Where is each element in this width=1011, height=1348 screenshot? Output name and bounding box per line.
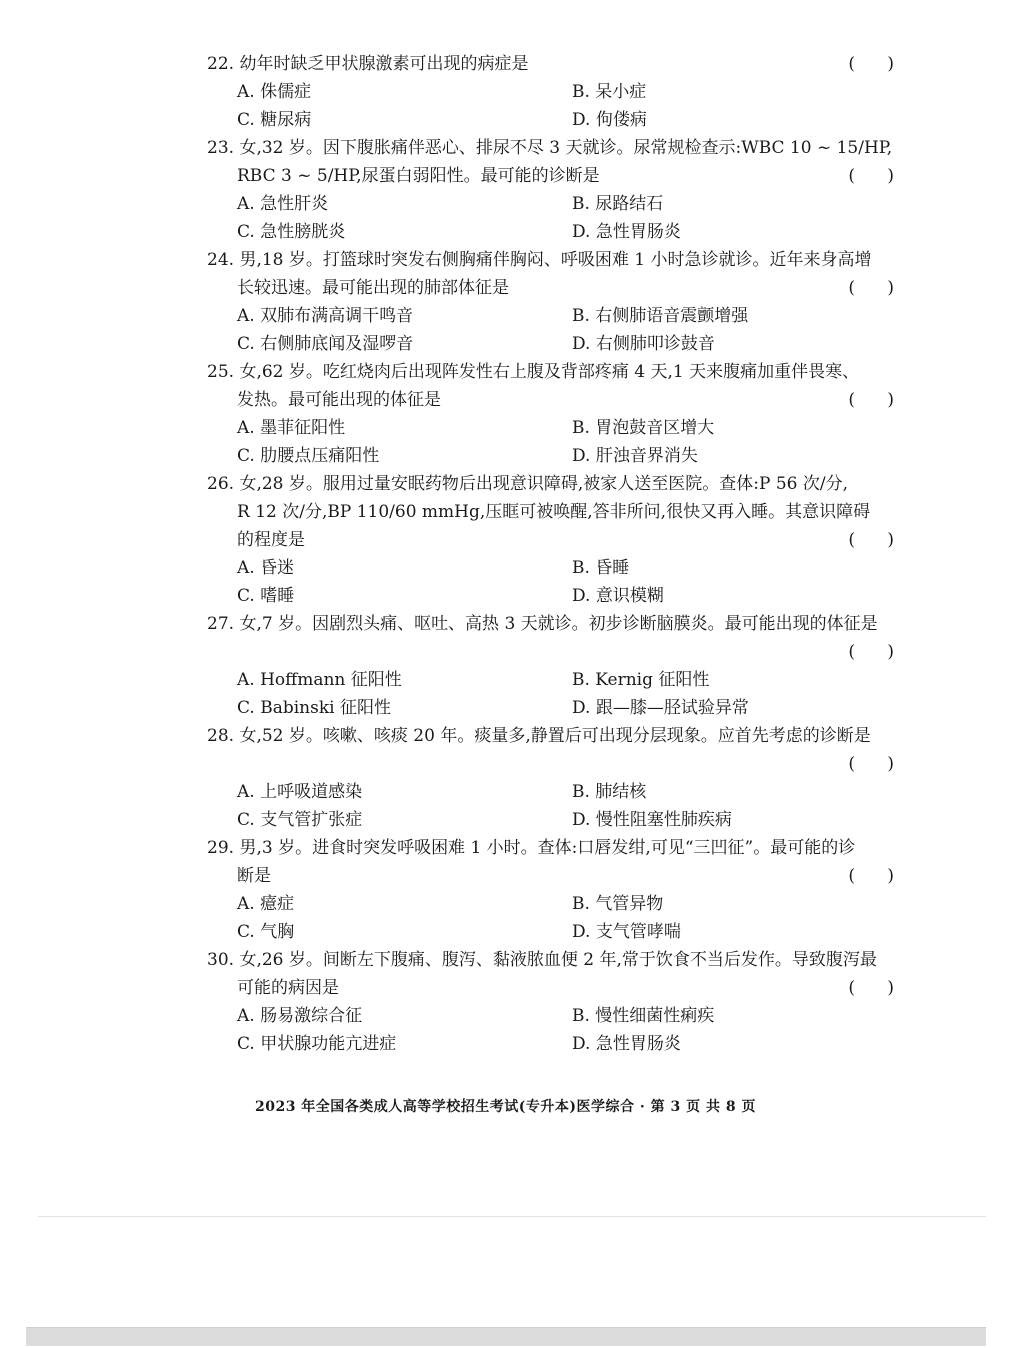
question-30-options-row-1 (237, 1002, 897, 1030)
option-a: A. Hoffmann 征阳性 (237, 670, 402, 690)
option-d: D. 支气管哮喘 (572, 922, 681, 942)
question-28-options-row-1 (237, 778, 897, 806)
answer-blank: ( ) (848, 530, 894, 550)
page-footer: 2023 年全国各类成人高等学校招生考试(专升本)医学综合 · 第 3 页 共 8 页 (254, 1099, 757, 1115)
option-b: B. 右侧肺语音震颤增强 (572, 306, 749, 326)
question-30-stem-line-2: 可能的病因是 ( ) (237, 974, 897, 1002)
question-25-options-row-1 (237, 414, 897, 442)
option-d: D. 急性胃肠炎 (572, 222, 681, 242)
option-c: C. 急性膀胱炎 (237, 222, 346, 242)
option-c: C. 支气管扩张症 (237, 810, 363, 830)
question-30-options-row-2 (237, 1030, 897, 1058)
option-a: A. 肠易激综合征 (237, 1006, 363, 1026)
answer-blank: ( ) (848, 278, 894, 298)
question-27-options-row-2 (237, 694, 897, 722)
option-a: A. 墨菲征阳性 (237, 418, 346, 438)
question-28-stem-line-1: 28. 女,52 岁。咳嗽、咳痰 20 年。痰量多,静置后可出现分层现象。应首先考虑的诊断是 (207, 726, 871, 746)
answer-blank: ( ) (848, 166, 894, 186)
option-a: A. 侏儒症 (237, 82, 312, 102)
question-24-options-row-1 (237, 302, 897, 330)
question-27-stem-line-1: 27. 女,7 岁。因剧烈头痛、呕吐、高热 3 天就诊。初步诊断脑膜炎。最可能出现的体征是 (207, 614, 878, 634)
question-27-stem-line-2 (237, 638, 897, 666)
question-25-stem-line-2: 发热。最可能出现的体征是 ( ) (237, 386, 897, 414)
answer-blank: ( ) (848, 866, 894, 886)
option-c: C. 肋腰点压痛阳性 (237, 446, 380, 466)
option-d: D. 右侧肺叩诊鼓音 (572, 334, 715, 354)
option-d: D. 佝偻病 (572, 110, 647, 130)
question-24-stem-line-1: 24. 男,18 岁。打篮球时突发右侧胸痛伴胸闷、呼吸困难 1 小时急诊就诊。近年来身高增 (207, 250, 872, 270)
answer-blank: ( ) (848, 642, 894, 662)
question-26-stem-line-3: 的程度是 ( ) (237, 526, 897, 554)
answer-blank: ( ) (848, 978, 894, 998)
option-c: C. 右侧肺底闻及湿啰音 (237, 334, 414, 354)
question-26-stem-line-2: R 12 次/分,BP 110/60 mmHg,压眶可被唤醒,答非所问,很快又再入睡。其意识障碍 (237, 502, 871, 522)
question-23-options-row-1 (237, 190, 897, 218)
question-24-options-row-2 (237, 330, 897, 358)
question-25-options-row-2 (237, 442, 897, 470)
question-22-options-row-1 (237, 78, 897, 106)
option-a: A. 双肺布满高调干鸣音 (237, 306, 414, 326)
option-b: B. Kernig 征阳性 (572, 670, 710, 690)
option-c: C. Babinski 征阳性 (237, 698, 391, 718)
option-a: A. 上呼吸道感染 (237, 782, 363, 802)
option-b: B. 肺结核 (572, 782, 647, 802)
option-b: B. 气管异物 (572, 894, 664, 914)
option-c: C. 甲状腺功能亢进症 (237, 1034, 397, 1054)
question-28-options-row-2 (237, 806, 897, 834)
question-26-stem-line-1: 26. 女,28 岁。服用过量安眠药物后出现意识障碍,被家人送至医院。查体:P 56 次/分, (207, 474, 849, 494)
page-divider (38, 1216, 986, 1217)
question-23-stem-line-2: RBC 3 ~ 5/HP,尿蛋白弱阳性。最可能的诊断是 ( ) (237, 162, 897, 190)
option-a: A. 急性肝炎 (237, 194, 329, 214)
question-29-options-row-2 (237, 918, 897, 946)
question-27-options-row-1 (237, 666, 897, 694)
question-26-options-row-2 (237, 582, 897, 610)
option-d: D. 急性胃肠炎 (572, 1034, 681, 1054)
question-22-stem-line-1: 22. 幼年时缺乏甲状腺激素可出现的病症是 ( ) (207, 50, 897, 78)
option-b: B. 胃泡鼓音区增大 (572, 418, 715, 438)
question-29-stem-line-1: 29. 男,3 岁。进食时突发呼吸困难 1 小时。查体:口唇发绀,可见“三凹征”。最可能的诊 (207, 838, 856, 858)
option-d: D. 意识模糊 (572, 586, 664, 606)
option-d: D. 肝浊音界消失 (572, 446, 698, 466)
option-c: C. 气胸 (237, 922, 295, 942)
question-29-stem-line-2: 断是 ( ) (237, 862, 897, 890)
answer-blank: ( ) (848, 54, 894, 74)
question-23-stem-line-1: 23. 女,32 岁。因下腹胀痛伴恶心、排尿不尽 3 天就诊。尿常规检查示:WBC 10 ~ 15/HP, (207, 138, 893, 158)
option-d: D. 跟—膝—胫试验异常 (572, 698, 749, 718)
question-22-options-row-2 (237, 106, 897, 134)
option-b: B. 尿路结石 (572, 194, 664, 214)
question-26-options-row-1 (237, 554, 897, 582)
question-25-stem-line-1: 25. 女,62 岁。吃红烧肉后出现阵发性右上腹及背部疼痛 4 天,1 天来腹痛加重伴畏寒、 (207, 362, 860, 382)
option-b: B. 呆小症 (572, 82, 647, 102)
question-30-stem-line-1: 30. 女,26 岁。间断左下腹痛、腹泻、黏液脓血便 2 年,常于饮食不当后发作。导致腹泻最 (207, 950, 877, 970)
option-c: C. 糖尿病 (237, 110, 312, 130)
option-a: A. 昏迷 (237, 558, 295, 578)
bottom-scroll-bar (26, 1327, 986, 1346)
option-b: B. 昏睡 (572, 558, 630, 578)
answer-blank: ( ) (848, 390, 894, 410)
option-b: B. 慢性细菌性痢疾 (572, 1006, 715, 1026)
answer-blank: ( ) (848, 754, 894, 774)
option-d: D. 慢性阻塞性肺疾病 (572, 810, 732, 830)
question-23-options-row-2 (237, 218, 897, 246)
question-28-stem-line-2 (237, 750, 897, 778)
option-c: C. 嗜睡 (237, 586, 295, 606)
question-24-stem-line-2: 长较迅速。最可能出现的肺部体征是 ( ) (237, 274, 897, 302)
option-a: A. 癔症 (237, 894, 295, 914)
question-29-options-row-1 (237, 890, 897, 918)
